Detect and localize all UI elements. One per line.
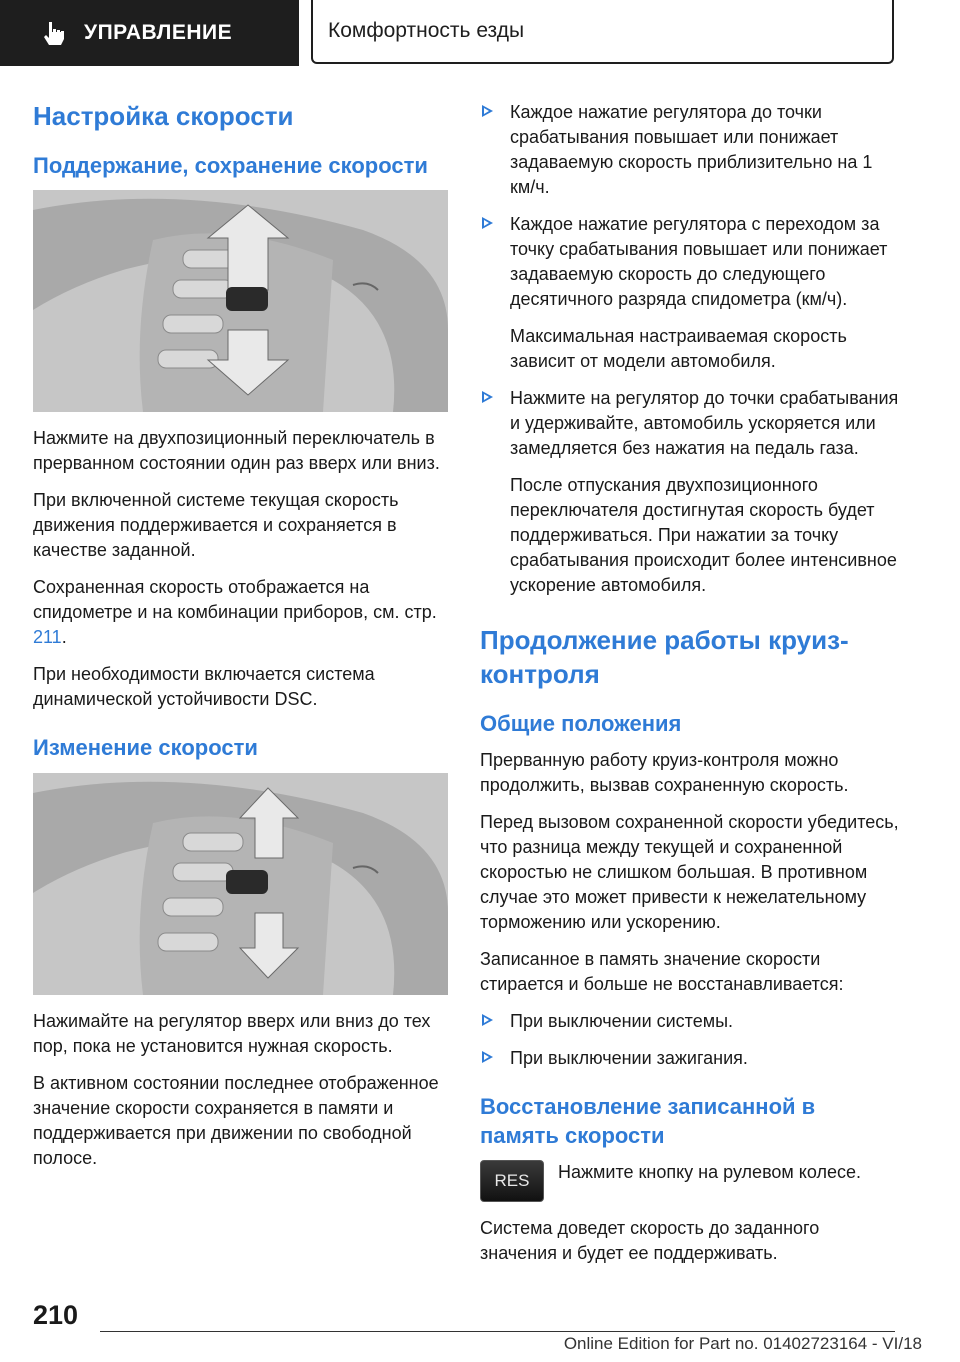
list-item: Каждое нажатие регулятора до точки срабатывания повышает или понижает задаваемую скорость приблизительно на 1 км/ч. bbox=[480, 100, 900, 200]
paragraph-indented: После отпускания двухпозиционного переключателя достигнутая скорость будет поддерживаться. При нажатии за точку срабатывания происходит более интенсивное ускорение автомобиля. bbox=[510, 475, 897, 595]
paragraph: В активном состоянии последнее отображенное значение скорости сохраняется в памяти и поддерживается при движении по свободной полосе. bbox=[33, 1072, 439, 1168]
section-tab bbox=[0, 0, 299, 66]
paragraph-with-link: Сохраненная скорость отображается на спидометре и на комбинации приборов, см. стр. 211. bbox=[33, 577, 437, 648]
heading-restore-speed: Восстановление записанной в память скорости bbox=[480, 1094, 816, 1148]
hand-pointer-icon bbox=[40, 20, 66, 46]
paragraph: При включенной системе текущая скорость движения поддерживается и сохраняется в качестве заданной. bbox=[33, 490, 399, 561]
heading-speed-setting: Настройка скорости bbox=[33, 101, 294, 131]
triangle-bullet-icon bbox=[482, 217, 493, 229]
steering-wheel-figure-1 bbox=[33, 190, 448, 412]
paragraph: Прерванную работу круиз-контроля можно продолжить, вызвав сохраненную скорость. bbox=[480, 750, 849, 796]
paragraph: Нажмите кнопку на рулевом колесе. bbox=[558, 1162, 862, 1183]
triangle-bullet-icon bbox=[482, 1051, 493, 1063]
list-item: Каждое нажатие регулятора с переходом за точку срабатывания повышает или понижает задаваемую скорость до следующего десятичного разряда спидометра (км/ч). bbox=[480, 212, 900, 312]
list-item: При выключении зажигания. bbox=[480, 1046, 900, 1071]
paragraph: Нажимайте на регулятор вверх или вниз до тех пор, пока не установится нужная скорость. bbox=[33, 1010, 431, 1056]
triangle-bullet-icon bbox=[482, 105, 493, 117]
right-column bbox=[480, 100, 900, 1278]
list-item: При выключении системы. bbox=[480, 1009, 900, 1034]
page-header bbox=[0, 0, 960, 66]
paragraph: Перед вызовом сохраненной скорости убедитесь, что разница между текущей и сохраненной скоростью не слишком большая. В противном случае это может привести к нежелательному торможению или ускорению. bbox=[480, 812, 899, 933]
page-link[interactable]: 211 bbox=[33, 627, 62, 648]
chapter-title: Комфортность езды bbox=[328, 19, 525, 42]
heading-resume-cruise: Продолжение работы круиз-контроля bbox=[480, 625, 849, 689]
res-button-icon: RES bbox=[480, 1160, 544, 1202]
paragraph: При необходимости включается система динамической устойчивости DSC. bbox=[33, 664, 375, 710]
bullet-list bbox=[480, 100, 900, 312]
bullet-list bbox=[480, 386, 900, 461]
list-item: Нажмите на регулятор до точки срабатывания и удерживайте, автомобиль ускоряется или замедляется без нажатия на педаль газа. bbox=[480, 386, 900, 461]
chapter-tab bbox=[311, 0, 894, 64]
heading-change-speed: Изменение скорости bbox=[33, 735, 258, 761]
paragraph: Нажмите на двухпозиционный переключатель в прерванном состоянии один раз вверх или вниз. bbox=[33, 428, 440, 474]
left-column bbox=[33, 100, 449, 1183]
page-number: 210 bbox=[33, 1300, 79, 1330]
paragraph: Записанное в память значение скорости стирается и больше не восстанавливается: bbox=[480, 949, 844, 995]
triangle-bullet-icon bbox=[482, 1014, 493, 1026]
heading-maintain-speed: Поддержание, сохранение скорости bbox=[33, 152, 428, 178]
triangle-bullet-icon bbox=[482, 391, 493, 403]
footer-divider bbox=[100, 1331, 895, 1332]
paragraph-indented: Максимальная настраиваемая скорость зависит от модели автомобиля. bbox=[510, 326, 847, 371]
edition-note: Online Edition for Part no. 01402723164 - VI/18 bbox=[563, 1334, 922, 1353]
heading-general: Общие положения bbox=[480, 710, 682, 736]
section-title: УПРАВЛЕНИЕ bbox=[84, 21, 233, 44]
paragraph: Система доведет скорость до заданного значения и будет ее поддерживать. bbox=[480, 1218, 820, 1264]
bullet-list bbox=[480, 1009, 900, 1071]
res-instruction bbox=[480, 1160, 900, 1202]
steering-wheel-figure-2 bbox=[33, 773, 448, 995]
